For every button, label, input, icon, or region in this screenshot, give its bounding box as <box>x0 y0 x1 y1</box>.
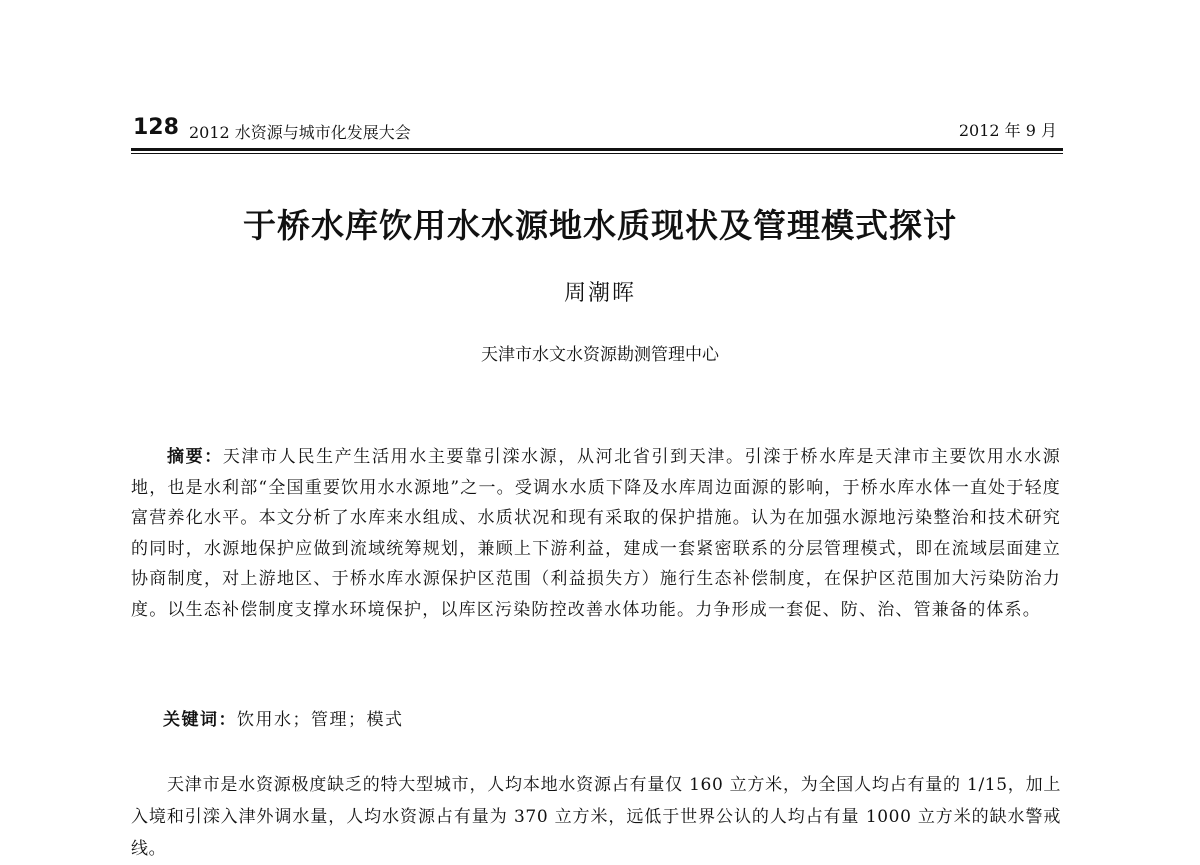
article-title: 于桥水库饮用水水源地水质现状及管理模式探讨 <box>243 206 957 245</box>
abstract-label: 摘要： <box>167 447 223 467</box>
conference-name: 2012 水资源与城市化发展大会 <box>189 123 411 142</box>
author-affiliation: 天津市水文水资源勘测管理中心 <box>481 345 719 365</box>
article-author: 周潮晖 <box>563 281 636 306</box>
keywords-line <box>163 705 1043 730</box>
keywords-label: 关键词： <box>163 710 237 730</box>
issue-date: 2012 年 9 月 <box>958 121 1057 140</box>
body-paragraph: 天津市是水资源极度缺乏的特大型城市，人均本地水资源占有量仅 160 立方米，为全国人均占有量的 1/15，加上入境和引滦入津外调水量，人均水资源占有量为 370 立方米，远低于世界公认的人均占有量 1000 立方米的缺水警戒线。 <box>131 775 1061 859</box>
keywords-text: 饮用水；管理；模式 <box>237 710 404 730</box>
abstract-paragraph <box>131 442 1061 625</box>
header-rule-thin <box>131 153 1063 154</box>
running-header <box>131 112 1063 146</box>
page-number: 128 <box>133 115 179 140</box>
abstract-text: 天津市人民生产生活用水主要靠引滦水源，从河北省引到天津。引滦于桥水库是天津市主要饮用水水源地，也是水利部“全国重要饮用水水源地”之一。受调水水质下降及水库周边面源的影响，于桥水库水体一直处于轻度富营养化水平。本文分析了水库来水组成、水质状况和现有采取的保护措施。认为在加强水源地污染整治和技术研究的同时，水源地保护应做到流域统筹规划，兼顾上下游利益，建成一套紧密联系的分层管理模式，即在流域层面建立协商制度，对上游地区、于桥水库水源保护区范围（利益损失方）施行生态补偿制度，在保护区范围加大污染防治力度。以生态补偿制度支撑水环境保护，以库区污染防控改善水体功能。力争形成一套促、防、治、管兼备的体系。 <box>131 447 1061 620</box>
header-rule-thick <box>131 148 1063 151</box>
